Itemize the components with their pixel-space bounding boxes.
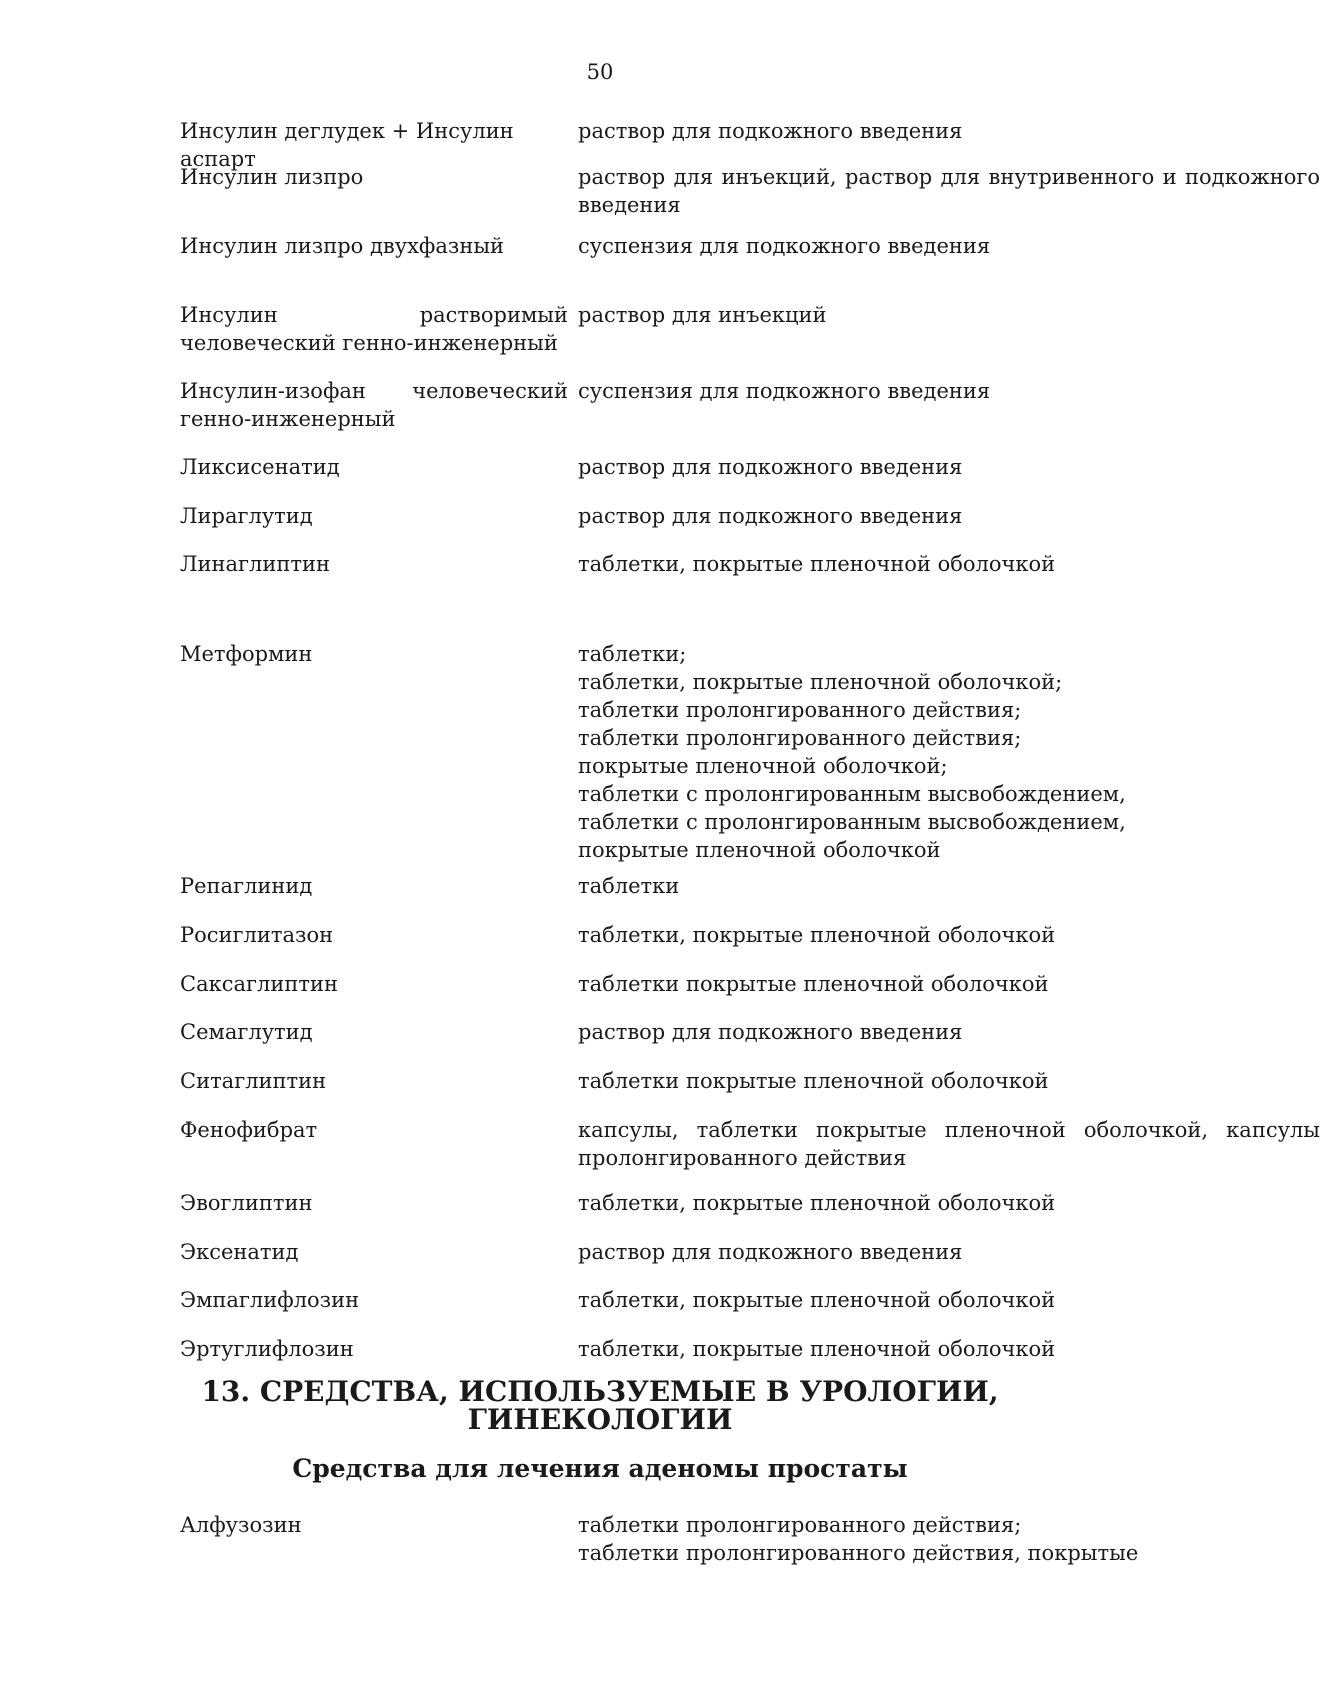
section-title-continued: ГИНЕКОЛОГИИ (467, 1403, 733, 1436)
dosage-form-line: таблетки с пролонгированным высвобождением, (578, 782, 1126, 806)
dosage-form: таблетки (578, 874, 680, 898)
drug-name: Росиглитазон (180, 923, 334, 947)
drug-name: Ликсисенатид (180, 455, 340, 479)
dosage-form-line: таблетки пролонгированного действия; (578, 698, 1022, 722)
drug-name: Эксенатид (180, 1240, 299, 1264)
dosage-form: суспензия для подкожного введения (578, 234, 991, 258)
drug-name: Линаглиптин (180, 552, 330, 576)
dosage-form-line: покрытые пленочной оболочкой (578, 838, 941, 862)
drug-name: Алфузозин (180, 1513, 302, 1537)
dosage-form: таблетки покрытые пленочной оболочкой (578, 972, 1049, 996)
dosage-form-line: таблетки пролонгированного действия; (578, 726, 1022, 750)
dosage-form-line: таблетки; (578, 642, 687, 666)
dosage-form: раствор для подкожного введения (578, 119, 963, 143)
dosage-form: раствор для подкожного введения (578, 455, 963, 479)
dosage-form: суспензия для подкожного введения (578, 379, 991, 403)
dosage-form: таблетки, покрытые пленочной оболочкой (578, 1337, 1056, 1361)
drug-name: Инсулин лизпро двухфазный (180, 234, 505, 258)
section-title: 13. СРЕДСТВА, ИСПОЛЬЗУЕМЫЕ В УРОЛОГИИ, (201, 1375, 999, 1408)
drug-name: Лираглутид (180, 504, 313, 528)
drug-name: Инсулин деглудек + Инсулин аспарт (180, 119, 514, 171)
drug-name: Ситаглиптин (180, 1069, 327, 1093)
dosage-form: капсулы, таблетки покрытые пленочной оболочкой, капсулы пролонгированного действия (578, 1118, 1320, 1170)
dosage-form: раствор для подкожного введения (578, 1020, 963, 1044)
drug-name: Эртуглифлозин (180, 1337, 354, 1361)
dosage-form-line: таблетки, покрытые пленочной оболочкой; (578, 670, 1063, 694)
dosage-form-line: таблетки с пролонгированным высвобождением, (578, 810, 1126, 834)
dosage-form (578, 1511, 1320, 1567)
drug-name: Эмпаглифлозин (180, 1288, 360, 1312)
dosage-form: таблетки, покрытые пленочной оболочкой (578, 923, 1056, 947)
dosage-form (578, 640, 1320, 864)
dosage-form: раствор для подкожного введения (578, 1240, 963, 1264)
drug-name: Метформин (180, 642, 313, 666)
subsection-title: Средства для лечения аденомы простаты (292, 1454, 908, 1483)
dosage-form: раствор для инъекций, раствор для внутривенного и подкожного введения (578, 165, 1320, 217)
drug-name: Семаглутид (180, 1020, 313, 1044)
dosage-form: таблетки, покрытые пленочной оболочкой (578, 1288, 1056, 1312)
drug-name: Репаглинид (180, 874, 313, 898)
drug-name: Эвоглиптин (180, 1191, 313, 1215)
drug-name: Инсулин лизпро (180, 165, 364, 189)
drug-name: Инсулин растворимый человеческий генно-инженерный (180, 303, 568, 355)
drug-name: Инсулин-изофан человеческий генно-инженерный (180, 379, 568, 431)
dosage-form: раствор для подкожного введения (578, 504, 963, 528)
dosage-form-line: таблетки пролонгированного действия; (578, 1513, 1022, 1537)
drug-name: Саксаглиптин (180, 972, 338, 996)
dosage-form-line: покрытые пленочной оболочкой; (578, 754, 948, 778)
dosage-form: таблетки, покрытые пленочной оболочкой (578, 1191, 1056, 1215)
page-number: 50 (586, 60, 614, 84)
dosage-form: таблетки покрытые пленочной оболочкой (578, 1069, 1049, 1093)
drug-name: Фенофибрат (180, 1118, 318, 1142)
dosage-form: таблетки, покрытые пленочной оболочкой (578, 552, 1056, 576)
dosage-form-line: таблетки пролонгированного действия, покрытые (578, 1541, 1139, 1565)
dosage-form: раствор для инъекций (578, 303, 827, 327)
